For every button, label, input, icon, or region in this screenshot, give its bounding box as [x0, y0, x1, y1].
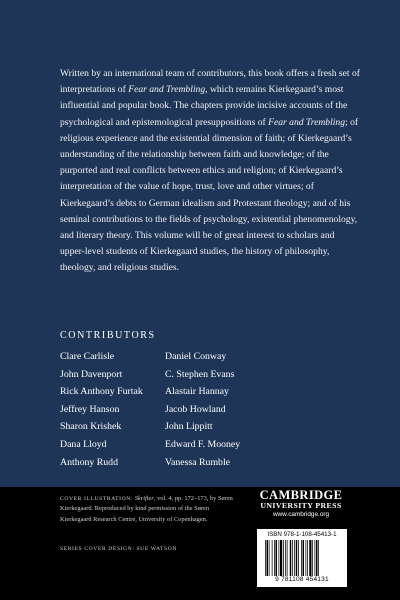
contributor-name: Anthony Rudd	[60, 456, 118, 468]
contributor-name: Jacob Howland	[165, 403, 226, 415]
publisher-name: CAMBRIDGE	[259, 488, 343, 502]
barcode-bar	[267, 540, 269, 576]
blurb-title-2: Fear and Trembling	[268, 116, 346, 128]
barcode-label	[257, 529, 347, 587]
credit-label: COVER ILLUSTRATION:	[60, 496, 134, 502]
barcode-icon	[265, 540, 339, 576]
barcode-bar	[296, 540, 298, 576]
barcode-bar	[292, 540, 293, 576]
barcode-bar	[283, 540, 284, 576]
barcode-bar	[301, 540, 302, 576]
barcode-bar	[303, 540, 305, 576]
barcode-bar	[287, 540, 288, 576]
publisher-logo	[255, 489, 347, 519]
contributor-name: Alastair Hannay	[165, 386, 229, 398]
blurb-text-3: ; of religious experience and the existential dimension of faith; of Kierkegaard’s understanding of the relationship between faith and knowledge; of the purported and real conflicts between ethics and religion; of Kierkegaard’s interpretation of the value of hope, trust, love and other virtues; of Kierkegaard’s debts to German idealism and Protestant theology; and of his seminal contributions to the fields of psychology, existential phenomenology, and literary theory. This volume will be of great interest to scholars and upper-level students of Kierkegaard studies, the history of philosophy, theology, and religious studies.	[60, 116, 359, 274]
contributor-name: C. Stephen Evans	[165, 368, 235, 380]
contributor-name: Vanessa Rumble	[165, 456, 231, 468]
barcode-bar	[318, 540, 319, 576]
barcode-bar	[290, 540, 292, 576]
blurb-text-1: Written by an international team of contributors, this book offers a fresh set of interpretations of	[60, 68, 360, 96]
barcode-bar	[285, 540, 286, 576]
barcode-bar	[272, 540, 273, 576]
publisher-press: UNIVERSITY PRESS	[260, 501, 342, 510]
barcode-bar	[316, 540, 318, 576]
blurb-paragraph	[60, 66, 360, 277]
contributors-left-column	[60, 348, 143, 471]
publisher-url: www.cambridge.org	[272, 511, 330, 518]
contributors-heading: CONTRIBUTORS	[60, 330, 156, 341]
barcode-bar	[307, 540, 308, 576]
credit-text: , vol. 4, pp. 172–173, by Søren Kierkegaard. Reproduced by kind permission of the Søren Kierkegaard Research Centre, University of Copenhagen.	[60, 495, 233, 523]
barcode-bar	[279, 540, 280, 576]
barcode-bar	[298, 540, 299, 576]
cover-illustration-credit	[60, 494, 242, 525]
contributor-name: Rick Anthony Furtak	[60, 386, 143, 398]
credit-work-title: Skrifter	[134, 495, 154, 502]
contributor-name: Daniel Conway	[165, 351, 227, 362]
series-design-credit: SERIES COVER DESIGN: SUE WATSON	[60, 546, 178, 552]
contributor-name: John Davenport	[60, 368, 123, 380]
barcode-bar	[265, 540, 266, 576]
contributor-name: John Lippitt	[165, 421, 213, 433]
barcode-digits: 9 781108 454131	[275, 576, 329, 583]
contributor-name: Edward F. Mooney	[165, 438, 241, 450]
barcode-bar	[276, 540, 278, 576]
blurb-title-1: Fear and Trembling	[128, 84, 206, 96]
contributor-name: Sharon Krishek	[60, 421, 122, 433]
barcode-bar	[294, 540, 295, 576]
contributor-name: Clare Carlisle	[60, 351, 115, 362]
barcode-bar	[309, 540, 311, 576]
barcode-bar	[280, 540, 282, 576]
contributors-right-column	[165, 348, 240, 471]
barcode-bar	[312, 540, 313, 576]
barcode-bar	[306, 540, 307, 576]
contributor-name: Jeffrey Hanson	[60, 403, 120, 415]
barcode-bar	[269, 540, 270, 576]
contributor-name: Dana Lloyd	[60, 438, 107, 450]
barcode-bar	[274, 540, 275, 576]
barcode-bar	[315, 540, 316, 576]
isbn-text: ISBN 978-1-108-45413-1	[267, 531, 337, 538]
blurb-text-2: , which remains Kierkegaard’s most influential and popular book. The chapters provide incisive accounts of the psychological and epistemological presuppositions of	[60, 84, 348, 128]
